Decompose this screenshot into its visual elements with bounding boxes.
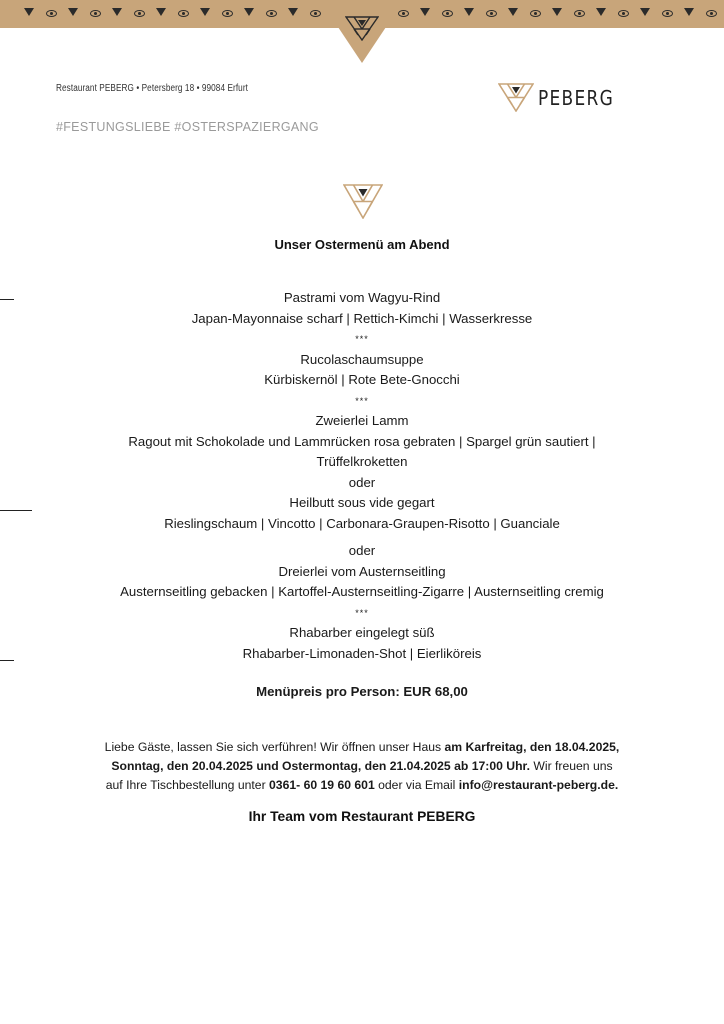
course-separator: ***	[355, 334, 369, 344]
band-diamond-icon	[90, 10, 101, 17]
band-diamond-icon	[222, 10, 233, 17]
course-alternative: oder	[348, 474, 376, 490]
restaurant-address: Restaurant PEBERG • Petersberg 18 • 99084 Erfurt	[56, 83, 248, 94]
course-separator: ***	[355, 395, 369, 406]
notch-logo-icon	[345, 15, 379, 41]
band-diamond-icon	[442, 10, 453, 17]
course-details: Ragout mit Schokolade und Lammrücken rosa gebraten | Spargel grün sautiert |	[128, 433, 596, 449]
band-triangle-icon	[420, 8, 430, 16]
menu-courses	[0, 288, 724, 664]
band-triangle-icon	[156, 8, 166, 16]
notice-text: oder via Email	[374, 778, 459, 792]
band-diamond-icon	[530, 10, 541, 17]
band-triangle-icon	[684, 8, 694, 16]
signoff: Ihr Team vom Restaurant PEBERG	[248, 809, 476, 824]
band-diamond-icon	[266, 10, 277, 17]
course-details: Trüffelkroketten	[316, 454, 408, 469]
brand-name: PEBERG	[538, 86, 615, 110]
band-triangle-icon	[68, 8, 78, 16]
course-details: Japan-Mayonnaise scharf | Rettich-Kimchi | Wasserkresse	[191, 310, 533, 326]
band-diamond-icon	[486, 10, 497, 17]
band-triangle-icon	[200, 8, 210, 16]
band-triangle-icon	[552, 8, 562, 16]
notice-date-good-friday: am Karfreitag, den 18.04.2025,	[444, 740, 620, 754]
notice-dates-easter: Sonntag, den 20.04.2025 und Ostermontag, den 21.04.2025 ab 17:00 Uhr.	[111, 759, 530, 773]
course-name: Rucolaschaumsuppe	[300, 351, 424, 367]
course-name: Heilbutt sous vide gegart	[289, 495, 435, 510]
band-triangle-icon	[288, 8, 298, 16]
band-diamond-icon	[310, 10, 321, 17]
course-name: Rhabarber eingelegt süß	[289, 625, 435, 640]
course-separator: ***	[355, 607, 369, 618]
band-triangle-icon	[244, 8, 254, 16]
band-triangle-icon	[508, 8, 518, 16]
band-diamond-icon	[706, 10, 717, 17]
band-diamond-icon	[134, 10, 145, 17]
course-details: Kürbiskernöl | Rote Bete-Gnocchi	[264, 372, 460, 387]
band-diamond-icon	[46, 10, 57, 17]
notice-text: Liebe Gäste, lassen Sie sich verführen! Wir öffnen unser Haus	[104, 740, 445, 754]
peberg-logo-icon	[498, 82, 534, 112]
band-diamond-icon	[662, 10, 673, 17]
course-name: Pastrami vom Wagyu-Rind	[283, 290, 441, 305]
menu-price: Menüpreis pro Person: EUR 68,00	[256, 684, 468, 699]
course-details: Austernseitling gebacken | Kartoffel-Austernseitling-Zigarre | Austernseitling cremig	[120, 584, 604, 599]
email-address: info@restaurant-peberg.de.	[458, 778, 619, 792]
menu-title: Unser Ostermenü am Abend	[274, 237, 450, 252]
band-diamond-icon	[574, 10, 585, 17]
course-details: Rieslingschaum | Vincotto | Carbonara-Graupen-Risotto | Guanciale	[164, 515, 560, 531]
band-triangle-icon	[464, 8, 474, 16]
band-triangle-icon	[596, 8, 606, 16]
notice-text: Wir freuen uns	[529, 759, 613, 773]
opening-notice	[0, 738, 724, 795]
band-triangle-icon	[24, 8, 34, 16]
course-alternative: oder	[348, 543, 376, 558]
phone-number: 0361- 60 19 60 601	[269, 778, 375, 792]
band-diamond-icon	[618, 10, 629, 17]
band-triangle-icon	[640, 8, 650, 16]
notice-text: auf Ihre Tischbestellung unter	[105, 778, 270, 792]
course-name: Zweierlei Lamm	[315, 413, 409, 428]
hashtags: #FESTUNGSLIEBE #OSTERSPAZIERGANG	[56, 120, 319, 134]
course-details: Rhabarber-Limonaden-Shot | Eierliköreis	[242, 645, 482, 661]
menu-logo-icon	[343, 183, 383, 219]
band-diamond-icon	[398, 10, 409, 17]
course-name: Dreierlei vom Austernseitling	[278, 563, 446, 579]
band-triangle-icon	[112, 8, 122, 16]
band-diamond-icon	[178, 10, 189, 17]
